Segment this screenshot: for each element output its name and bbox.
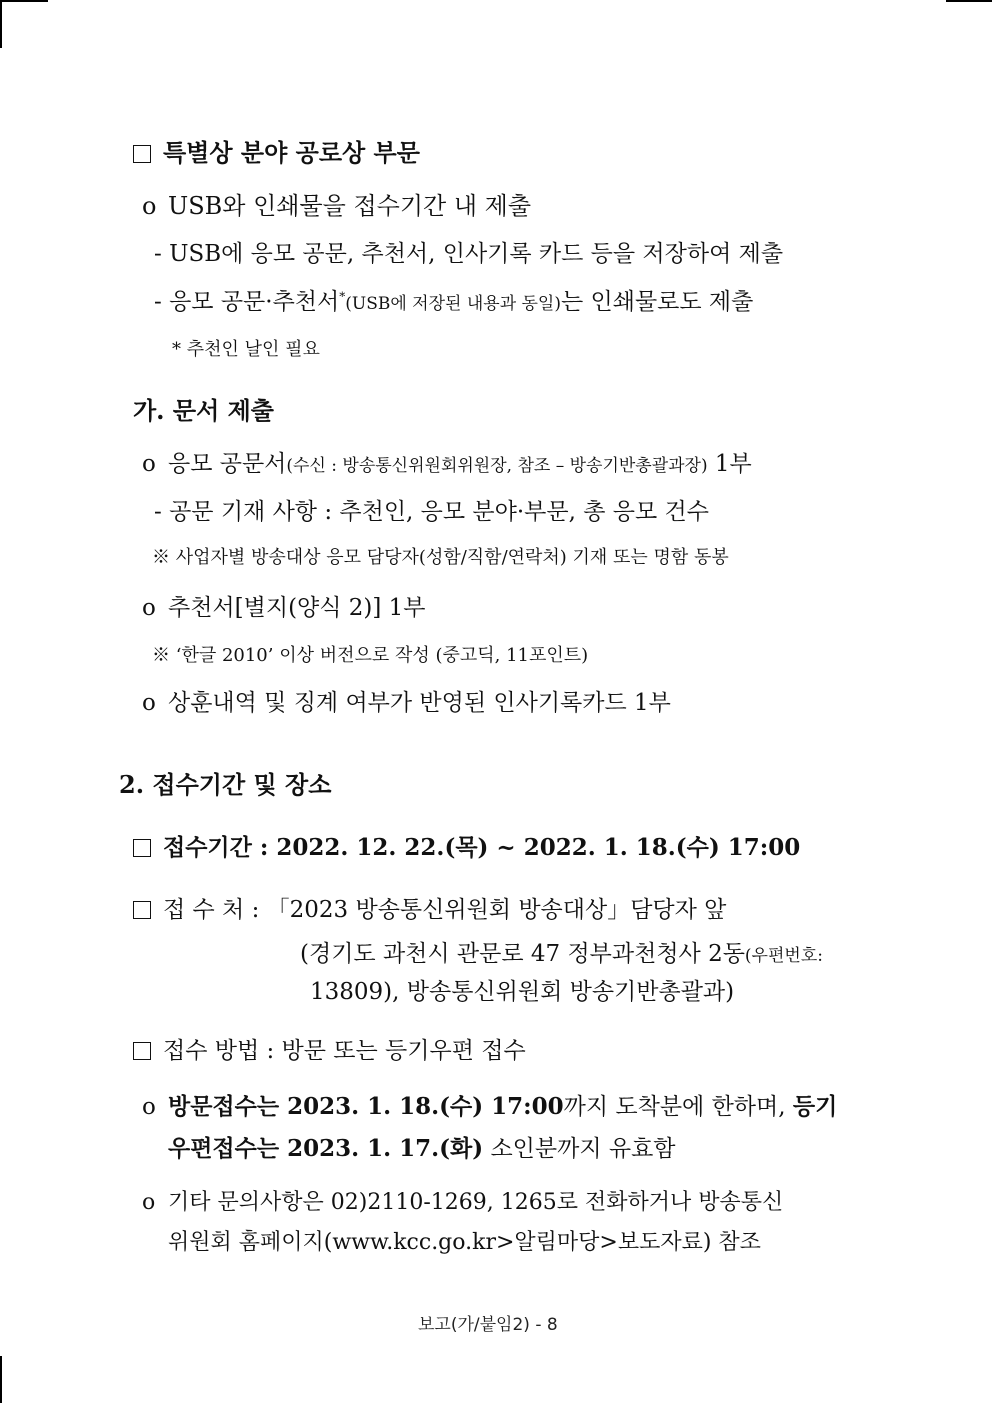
checkbox-square-icon xyxy=(133,1042,151,1060)
crop-mark-top-left-h xyxy=(0,0,48,2)
section-heading-period-place: 2. 접수기간 및 장소 xyxy=(119,770,332,799)
list-item: o 방문접수는 2023. 1. 18.(수) 17:00까지 도착분에 한하며, 등기 xyxy=(142,1093,838,1120)
checkbox-square-icon xyxy=(133,901,151,919)
period-line: 접수기간 : 2022. 12. 22.(목) ~ 2022. 1. 18.(수) 17:00 xyxy=(133,834,800,862)
note: ※ ‘한글 2010’ 이상 버전으로 작성 (중고딕, 11포인트) xyxy=(152,645,589,666)
method-line: 접수 방법 : 방문 또는 등기우편 접수 xyxy=(133,1038,526,1066)
address-line: 13809), 방송통신위원회 방송기반총괄과) xyxy=(310,979,735,1005)
list-item: o 상훈내역 및 징계 여부가 반영된 인사기록카드 1부 xyxy=(142,690,671,716)
section-heading-documents: 가. 문서 제출 xyxy=(133,396,274,425)
crop-mark-bottom-left-v xyxy=(0,1356,2,1403)
address-line: (경기도 과천시 관문로 47 정부과천청사 2동(우편번호: xyxy=(300,941,823,967)
list-subitem: - 공문 기재 사항 : 추천인, 응모 분야·부문, 총 응모 건수 xyxy=(154,499,709,525)
list-item: o USB와 인쇄물을 접수기간 내 제출 xyxy=(142,192,532,220)
crop-mark-top-right-h xyxy=(946,0,992,2)
note: ※ 사업자별 방송대상 응모 담당자(성함/직함/연락처) 기재 또는 명함 동봉 xyxy=(152,547,729,568)
list-item-continuation: 위원회 홈페이지(www.kcc.go.kr>알림마당>보도자료) 참조 xyxy=(168,1230,761,1255)
crop-mark-top-left-v xyxy=(0,0,2,48)
checkbox-square-icon xyxy=(133,839,151,857)
list-item-continuation: 우편접수는 2023. 1. 17.(화) 소인분까지 유효함 xyxy=(168,1135,676,1162)
list-item: o 응모 공문서(수신 : 방송통신위원회위원장, 참조 – 방송기반총괄과장) 1부 xyxy=(142,451,752,477)
list-subitem: - USB에 응모 공문, 추천서, 인사기록 카드 등을 저장하여 제출 xyxy=(154,241,784,267)
section-heading-merit-award: 특별상 분야 공로상 부문 xyxy=(133,139,420,168)
checkbox-square-icon xyxy=(133,145,151,163)
list-subitem: - 응모 공문·추천서*(USB에 저장된 내용과 동일)는 인쇄물로도 제출 xyxy=(154,289,754,315)
page-number: 보고(가/붙임2) - 8 xyxy=(418,1315,558,1335)
list-item: o 추천서[별지(양식 2)] 1부 xyxy=(142,595,426,621)
list-item: o 기타 문의사항은 02)2110-1269, 1265로 전화하거나 방송통신 xyxy=(142,1190,784,1215)
footnote: * 추천인 날인 필요 xyxy=(172,339,320,360)
place-line: 접 수 처 : 「2023 방송통신위원회 방송대상」담당자 앞 xyxy=(133,897,726,925)
